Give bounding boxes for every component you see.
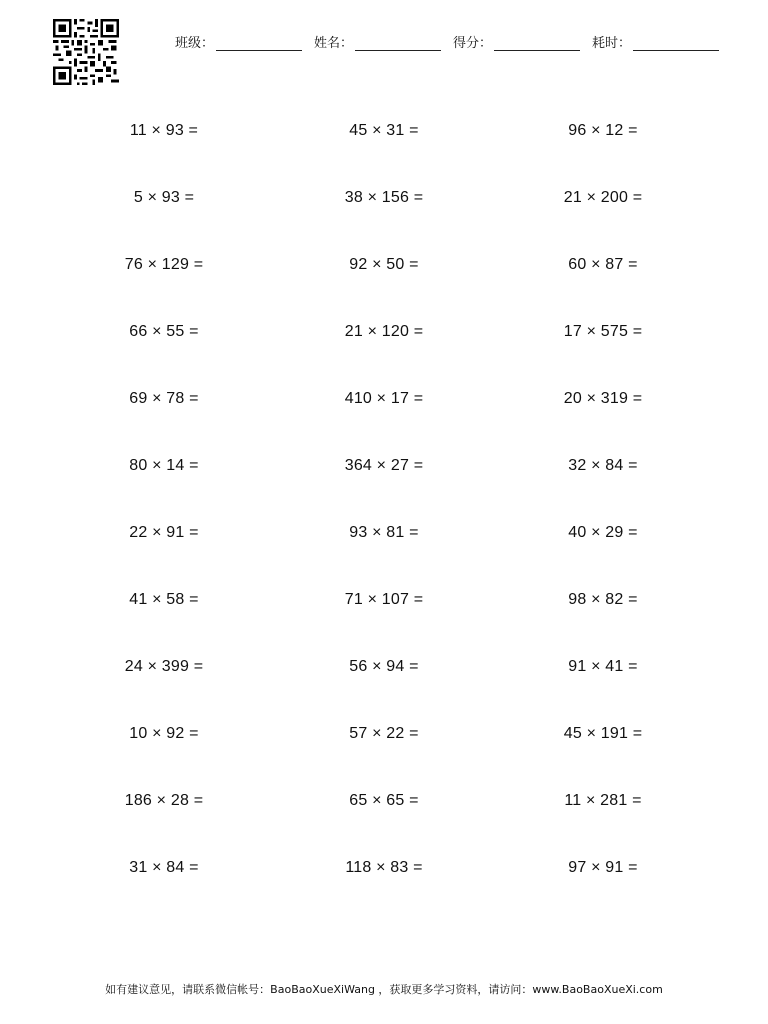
problem-item: 92 × 50 =: [349, 256, 419, 273]
problem-item: 118 × 83 =: [345, 859, 423, 876]
problem-item: 98 × 82 =: [568, 591, 638, 608]
time-field[interactable]: [592, 34, 719, 54]
problem-row: [0, 504, 768, 571]
problem-row: [0, 571, 768, 638]
problem-item: 38 × 156 =: [344, 189, 424, 206]
problem-item: 11 × 93 =: [129, 122, 199, 139]
problem-item: 32 × 84 =: [568, 457, 638, 474]
problem-item: 5 × 93 =: [133, 189, 195, 206]
problem-item: 410 × 17 =: [344, 390, 424, 407]
problem-row: [0, 638, 768, 705]
name-field[interactable]: [314, 34, 441, 54]
score-blank[interactable]: [494, 36, 580, 51]
problem-item: 31 × 84 =: [129, 859, 199, 876]
problem-item: 96 × 12 =: [568, 122, 638, 139]
footer-note: 如有建议意见，请联系微信帐号：BaoBaoXueXiWang ，获取更多学习资料，请访问：www.BaoBaoXueXi.com: [105, 983, 663, 996]
problem-row: [0, 236, 768, 303]
problem-item: 20 × 319 =: [563, 390, 643, 407]
problem-row: [0, 370, 768, 437]
problem-item: 21 × 200 =: [563, 189, 643, 206]
problem-item: 76 × 129 =: [124, 256, 204, 273]
class-blank[interactable]: [216, 36, 302, 51]
problem-item: 10 × 92 =: [129, 725, 199, 742]
class-field[interactable]: [175, 34, 302, 54]
problem-item: 97 × 91 =: [568, 859, 638, 876]
problem-row: [0, 705, 768, 772]
name-label: 姓名：: [314, 36, 354, 51]
problem-item: 17 × 575 =: [563, 323, 643, 340]
score-field[interactable]: [453, 34, 580, 54]
problem-item: 57 × 22 =: [349, 725, 419, 742]
problem-item: 80 × 14 =: [129, 457, 199, 474]
problem-item: 66 × 55 =: [129, 323, 199, 340]
problem-item: 91 × 41 =: [568, 658, 638, 675]
problem-item: 93 × 81 =: [349, 524, 419, 541]
problem-grid: [0, 102, 768, 906]
score-label: 得分：: [453, 36, 493, 51]
problem-item: 65 × 65 =: [349, 792, 419, 809]
class-label: 班级：: [175, 36, 215, 51]
worksheet-header: [0, 34, 768, 56]
problem-item: 71 × 107 =: [344, 591, 424, 608]
time-blank[interactable]: [633, 36, 719, 51]
problem-item: 45 × 31 =: [349, 122, 419, 139]
problem-item: 22 × 91 =: [129, 524, 199, 541]
problem-item: 21 × 120 =: [344, 323, 424, 340]
problem-row: [0, 169, 768, 236]
problem-item: 40 × 29 =: [568, 524, 638, 541]
name-blank[interactable]: [355, 36, 441, 51]
problem-item: 24 × 399 =: [124, 658, 204, 675]
problem-item: 56 × 94 =: [349, 658, 419, 675]
problem-item: 60 × 87 =: [568, 256, 638, 273]
problem-row: [0, 437, 768, 504]
time-label: 耗时：: [592, 36, 632, 51]
problem-row: [0, 102, 768, 169]
problem-row: [0, 303, 768, 370]
problem-row: [0, 839, 768, 906]
problem-item: 45 × 191 =: [563, 725, 643, 742]
problem-item: 186 × 28 =: [124, 792, 204, 809]
problem-item: 11 × 281 =: [564, 792, 642, 809]
problem-item: 364 × 27 =: [344, 457, 424, 474]
problem-row: [0, 772, 768, 839]
problem-item: 69 × 78 =: [129, 390, 199, 407]
problem-item: 41 × 58 =: [129, 591, 199, 608]
